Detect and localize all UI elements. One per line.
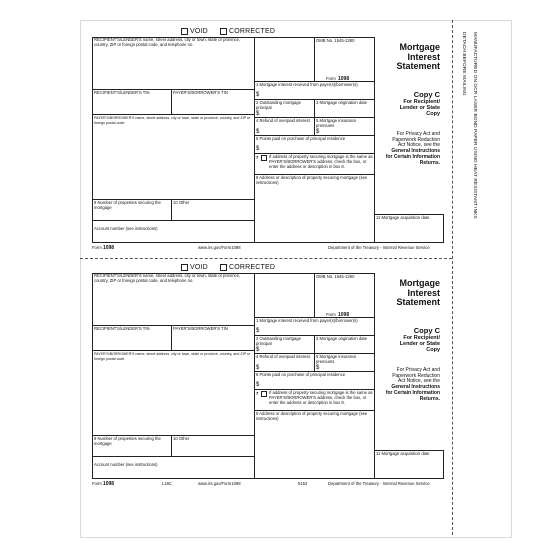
vertical-perforation [452, 20, 453, 535]
footer-department: Department of the Treasury - Internal Revenue Service [328, 481, 430, 486]
account-number-label: Account number (see instructions) [94, 462, 158, 467]
payer-tin-label: PAYER'S/BORROWER'S TIN [173, 90, 228, 95]
blank-top-box[interactable] [254, 273, 315, 318]
box2-label: 2 Outstanding mortgage principal [256, 336, 301, 346]
account-number-label: Account number (see instructions) [94, 226, 158, 231]
footer-department: Department of the Treasury - Internal Revenue Service [328, 245, 430, 250]
box7-checkbox[interactable] [261, 391, 267, 397]
box11-label: 11 Mortgage acquisition date [376, 451, 430, 456]
form-word: Form [326, 312, 336, 317]
footer-form [92, 481, 114, 487]
privacy-notice [384, 368, 440, 402]
box5-dollar: $ [316, 129, 320, 135]
box2-dollar: $ [256, 347, 260, 353]
recipient-address-label: RECIPIENT'S/LENDER'S name, street address, city or town, state or province, country, ZIP or foreign postal code, and telephone no. [94, 273, 241, 283]
footer-form-number: 1098 [102, 481, 115, 487]
privacy-bold: General Instructions for Certain Information Returns. [385, 148, 440, 166]
box1-dollar: $ [256, 328, 260, 334]
recipient-tin-label: RECIPIENT'S/LENDER'S TIN [94, 326, 150, 331]
title-line-3: Statement [396, 297, 440, 307]
box5-label: 5 Mortgage insurance premiums [316, 354, 357, 364]
box10-label: 10 Other [173, 200, 190, 205]
footer-code-l18c: L18C [162, 481, 173, 486]
title-line-1: Mortgage [399, 278, 440, 288]
copy-c-label: Copy C [413, 90, 440, 99]
footer-form-word: Form [92, 245, 102, 250]
box5-dollar: $ [316, 365, 320, 371]
box3-label: 3 Mortgage origination date [316, 100, 367, 105]
box7-number: 7 [256, 155, 259, 160]
title-line-2: Interest [407, 287, 440, 298]
form-title [378, 279, 440, 308]
side-text-manufactured: MANUFACTURED ON OCR LASER BOND PAPER USING HEAT RESISTANT INKS [472, 32, 477, 219]
box6-dollar: $ [256, 382, 260, 388]
form-1098-bottom [92, 264, 444, 494]
box4-dollar: $ [256, 365, 260, 371]
void-checkbox[interactable] [181, 28, 188, 35]
void-label: VOID [190, 28, 208, 35]
box1-label: 1 Mortgage interest received from payer(s)/borrower(s) [256, 318, 358, 323]
box2-dollar: $ [256, 111, 260, 117]
omb-number: OMB No. 1545-1380 [316, 274, 355, 279]
box9-label: 9 Number of properties securing the mortgage [94, 436, 161, 446]
box8-label: 8 Address or description of property securing mortgage (see instructions) [256, 175, 368, 185]
copy-c-subtitle: For Recipient/ Lender or State Copy [399, 335, 440, 353]
payer-address-box[interactable] [92, 114, 255, 200]
corrected-label: CORRECTED [229, 28, 276, 35]
box11-label: 11 Mortgage acquisition date [376, 215, 430, 220]
title-line-3: Statement [396, 61, 440, 71]
form-title [378, 43, 440, 72]
payer-address-label: PAYER'S/BORROWER'S name, street address, city or town, state or province, country, and ZIP or foreign postal code [94, 116, 251, 125]
box4-dollar: $ [256, 129, 260, 135]
omb-number: OMB No. 1545-1380 [316, 38, 355, 43]
title-line-1: Mortgage [399, 42, 440, 52]
horizontal-perforation [80, 258, 452, 259]
privacy-text: For Privacy Act and Paperwork Reduction Act Notice, see the [392, 131, 440, 149]
box5-label: 5 Mortgage insurance premiums [316, 118, 357, 128]
form-word: Form [326, 76, 336, 81]
recipient-address-label: RECIPIENT'S/LENDER'S name, street address, city or town, state or province, country, ZIP or foreign postal code, and telephone no. [94, 37, 241, 47]
footer-code-5152: 5152 [298, 481, 308, 486]
box8-label: 8 Address or description of property securing mortgage (see instructions) [256, 411, 368, 421]
box7-checkbox[interactable] [261, 155, 267, 161]
title-line-2: Interest [407, 51, 440, 62]
corrected-label: CORRECTED [229, 264, 276, 271]
box4-label: 4 Refund of overpaid interest [256, 118, 310, 123]
footer-form-number: 1098 [102, 245, 115, 251]
corrected-checkbox[interactable] [220, 28, 227, 35]
box3-label: 3 Mortgage origination date [316, 336, 367, 341]
box10-label: 10 Other [173, 436, 190, 441]
box7-label: If address of property securing mortgage is the same as PAYER'S/BORROWER'S address, check the box, or enter the address or description in box 8. [269, 390, 373, 405]
copy-c-subtitle: For Recipient/ Lender or State Copy [399, 99, 440, 117]
corrected-checkbox[interactable] [220, 264, 227, 271]
copy-c-label: Copy C [413, 326, 440, 335]
box1-dollar: $ [256, 92, 260, 98]
privacy-bold: General Instructions for Certain Information Returns. [385, 384, 440, 402]
footer-website: www.irs.gov/Form1098 [198, 245, 241, 250]
privacy-notice [384, 132, 440, 166]
box7-label: If address of property securing mortgage is the same as PAYER'S/BORROWER'S address, check the box, or enter the address or description in box 8. [269, 154, 373, 169]
box1-label: 1 Mortgage interest received from payer(s)/borrower(s) [256, 82, 358, 87]
box6-label: 6 Points paid on purchase of principal residence [256, 372, 346, 377]
privacy-text: For Privacy Act and Paperwork Reduction Act Notice, see the [392, 367, 440, 385]
payer-address-label: PAYER'S/BORROWER'S name, street address, city or town, state or province, country, and ZIP or foreign postal code [94, 352, 251, 361]
box6-label: 6 Points paid on purchase of principal residence [256, 136, 346, 141]
form-number: 1098 [338, 311, 350, 318]
form-number: 1098 [338, 75, 350, 82]
footer-form-word: Form [92, 481, 102, 486]
footer-form [92, 245, 114, 251]
footer-website: www.irs.gov/Form1098 [198, 481, 241, 486]
blank-top-box[interactable] [254, 37, 315, 82]
payer-tin-label: PAYER'S/BORROWER'S TIN [173, 326, 228, 331]
payer-address-box[interactable] [92, 350, 255, 436]
box7-number: 7 [256, 391, 259, 396]
void-checkbox[interactable] [181, 264, 188, 271]
box4-label: 4 Refund of overpaid interest [256, 354, 310, 359]
box2-label: 2 Outstanding mortgage principal [256, 100, 301, 110]
form-1098-top [92, 28, 444, 253]
box9-label: 9 Number of properties securing the mortgage [94, 200, 161, 210]
side-text-detach: DETACH BEFORE MAILING [461, 32, 466, 96]
void-label: VOID [190, 264, 208, 271]
recipient-tin-label: RECIPIENT'S/LENDER'S TIN [94, 90, 150, 95]
box6-dollar: $ [256, 146, 260, 152]
